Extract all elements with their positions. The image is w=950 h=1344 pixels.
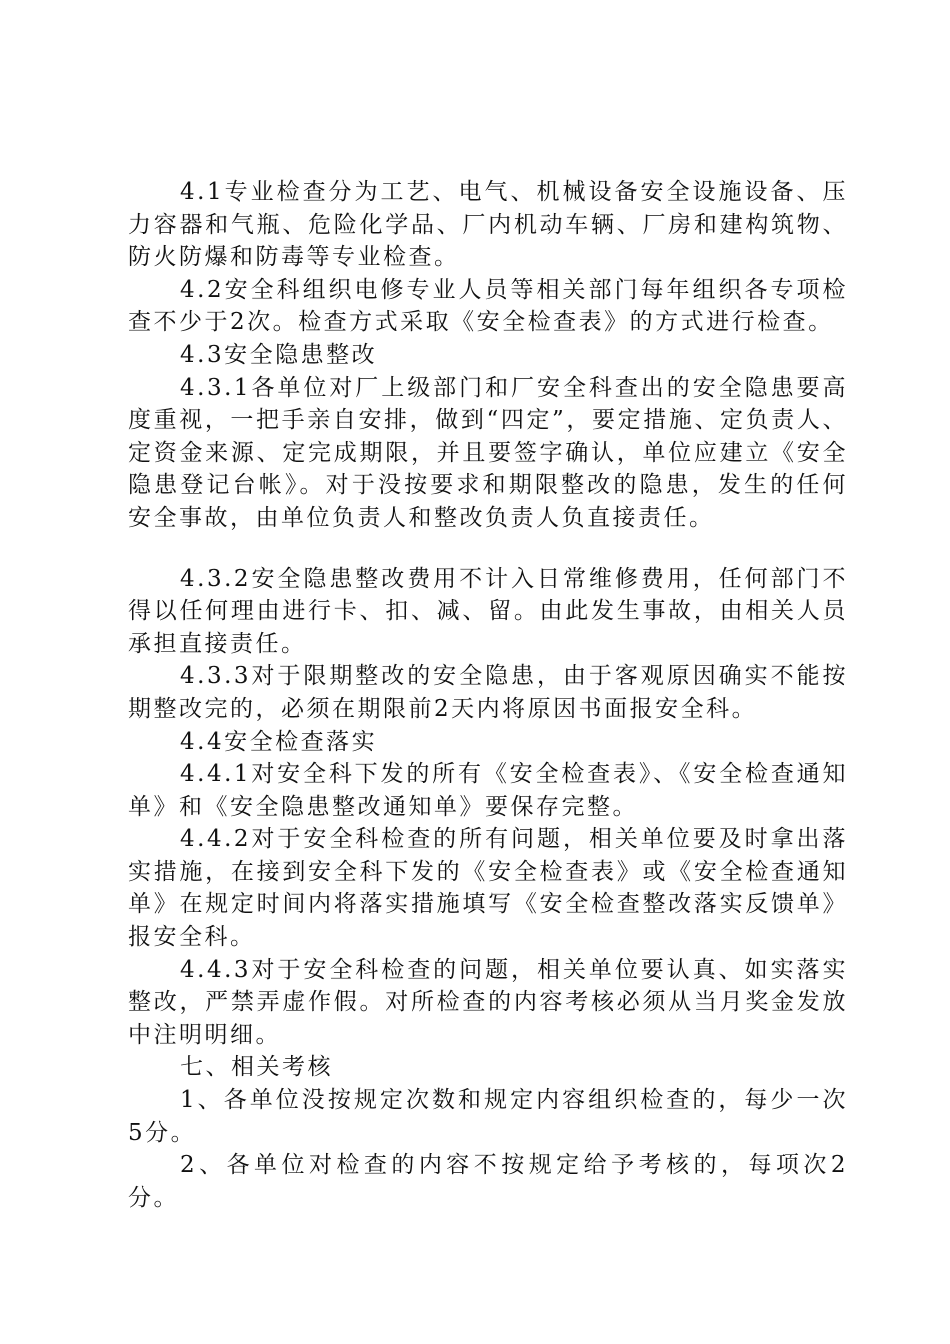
paragraph-4-3-1: 4.3.1各单位对厂上级部门和厂安全科查出的安全隐患要高度重视，一把手亲自安排，做到“四定”，要定措施、定负责人、定资金来源、定完成期限，并且要签字确认，单位应建立《安全隐患登记台帐》。对于没按要求和期限整改的隐患，发生的任何安全事故，由单位负责人和整改负责人负直接责任。 — [128, 374, 848, 531]
paragraph-4-3-3: 4.3.3对于限期整改的安全隐患，由于客观原因确实不能按期整改完的，必须在期限前2天内将原因书面报安全科。 — [128, 663, 848, 722]
paragraph-4-4-3: 4.4.3对于安全科检查的问题，相关单位要认真、如实落实整改，严禁弄虚作假。对所检查的内容考核必须从当月奖金发放中注明明细。 — [128, 956, 848, 1048]
document-body — [128, 176, 848, 1214]
paragraph-4-3-2: 4.3.2安全隐患整改费用不计入日常维修费用，任何部门不得以任何理由进行卡、扣、减、留。由此发生事故，由相关人员承担直接责任。 — [128, 565, 848, 657]
paragraph-4-4-1: 4.4.1对安全科下发的所有《安全检查表》、《安全检查通知单》和《安全隐患整改通知单》要保存完整。 — [128, 761, 848, 820]
paragraph-4-4-2: 4.4.2对于安全科检查的所有问题，相关单位要及时拿出落实措施，在接到安全科下发的《安全检查表》或《安全检查通知单》在规定时间内将落实措施填写《安全检查整改落实反馈单》报安全科。 — [128, 826, 848, 951]
heading-4-4: 4.4安全检查落实 — [180, 728, 378, 755]
rule-item-2: 2、各单位对检查的内容不按规定给予考核的，每项次2分。 — [128, 1152, 848, 1211]
paragraph-spacer — [128, 535, 848, 563]
heading-4-3: 4.3安全隐患整改 — [180, 341, 378, 368]
paragraph-4-1: 4.1专业检查分为工艺、电气、机械设备安全设施设备、压力容器和气瓶、危险化学品、厂内机动车辆、厂房和建构筑物、防火防爆和防毒等专业检查。 — [128, 179, 848, 271]
heading-section-7: 七、相关考核 — [180, 1054, 333, 1081]
rule-item-1: 1、各单位没按规定次数和规定内容组织检查的，每少一次5分。 — [128, 1087, 848, 1146]
paragraph-4-2: 4.2安全科组织电修专业人员等相关部门每年组织各专项检查不少于2次。检查方式采取《安全检查表》的方式进行检查。 — [128, 276, 848, 336]
